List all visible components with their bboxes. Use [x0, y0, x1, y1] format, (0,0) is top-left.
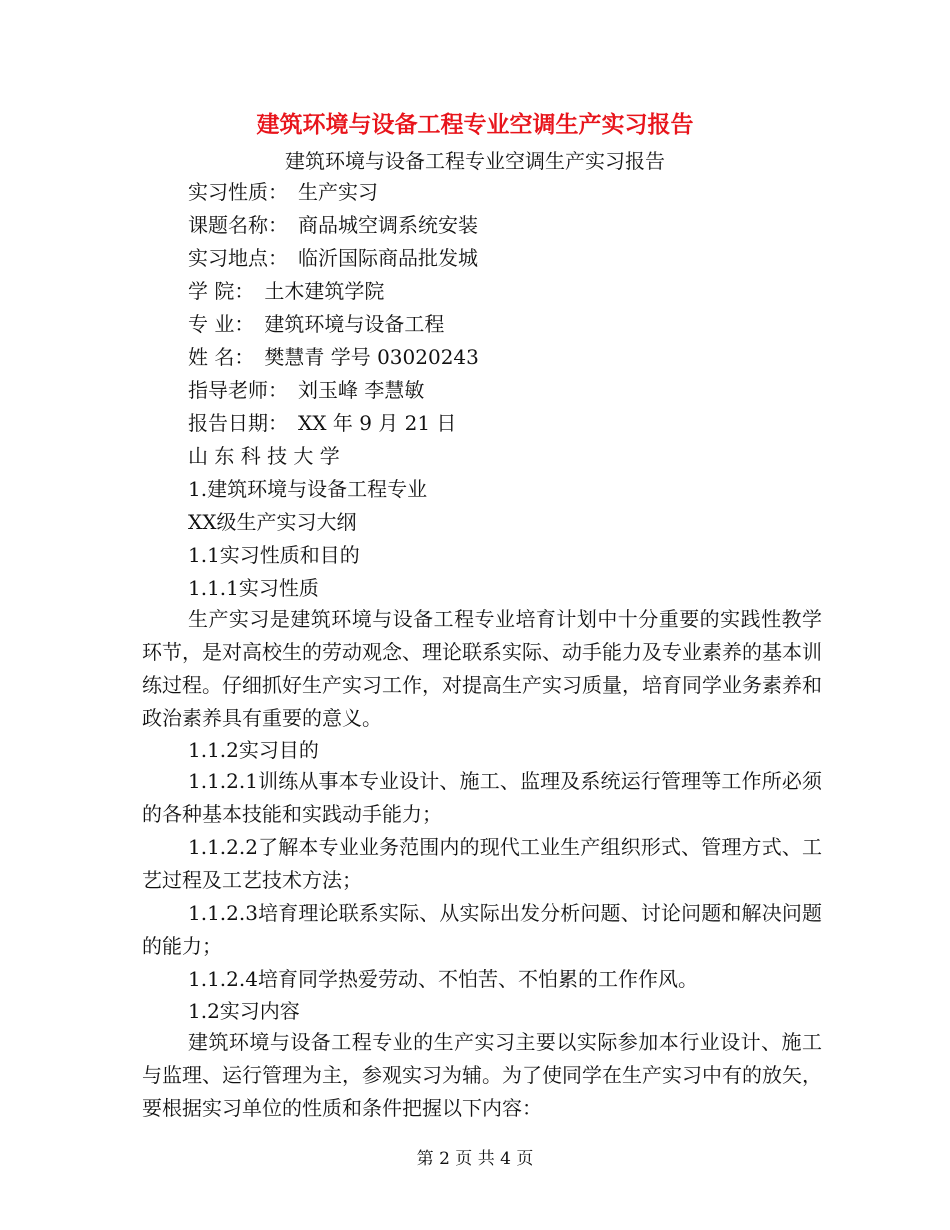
list-item: 1.1.2.2了解本专业业务范围内的现代工业生产组织形式、管理方式、工艺过程及工艺技术方法； [142, 835, 822, 892]
info-line: 实习性质： 生产实习 [188, 180, 378, 204]
document-title: 建筑环境与设备工程专业空调生产实习报告 [256, 111, 694, 138]
list-item: 1.1.2.3培育理论联系实际、从实际出发分析问题、讨论问题和解决问题的能力； [142, 901, 822, 958]
info-line: 专 业： 建筑环境与设备工程 [188, 312, 445, 336]
list-item: 1.1.2.4培育同学热爱劳动、不怕苦、不怕累的工作作风。 [188, 967, 698, 991]
info-line: 课题名称： 商品城空调系统安装 [188, 213, 478, 237]
section-heading: 1.建筑环境与设备工程专业 [188, 477, 428, 501]
info-line: 报告日期： XX 年 9 月 21 日 [188, 411, 457, 435]
info-line: 学 院： 土木建筑学院 [188, 279, 385, 303]
paragraph-practice-content: 建筑环境与设备工程专业的生产实习主要以实际参加本行业设计、施工与监理、运行管理为主，参观实习为辅。为了使同学在生产实习中有的放矢，要根据实习单位的性质和条件把握以下内容： [142, 1030, 822, 1120]
university-name: 山 东 科 技 大 学 [188, 444, 340, 468]
section-heading: 1.2实习内容 [188, 999, 300, 1023]
info-line: 指导老师： 刘玉峰 李慧敏 [188, 378, 425, 402]
section-heading: XX级生产实习大纲 [188, 510, 357, 534]
section-heading: 1.1实习性质和目的 [188, 543, 360, 567]
list-item: 1.1.2.1训练从事本专业设计、施工、监理及系统运行管理等工作所必须的各种基本技能和实践动手能力； [142, 769, 822, 826]
section-heading: 1.1.1实习性质 [188, 576, 319, 600]
document-subtitle: 建筑环境与设备工程专业空调生产实习报告 [285, 149, 665, 173]
section-heading: 1.1.2实习目的 [188, 738, 319, 762]
page-number: 第 2 页 共 4 页 [416, 1149, 534, 1169]
info-line: 姓 名： 樊慧青 学号 03020243 [188, 345, 479, 369]
info-line: 实习地点： 临沂国际商品批发城 [188, 246, 478, 270]
paragraph-practice-nature: 生产实习是建筑环境与设备工程专业培育计划中十分重要的实践性教学环节，是对高校生的劳动观念、理论联系实际、动手能力及专业素养的基本训练过程。仔细抓好生产实习工作，对提高生产实习质量，培育同学业务素养和政治素养具有重要的意义。 [142, 607, 822, 730]
